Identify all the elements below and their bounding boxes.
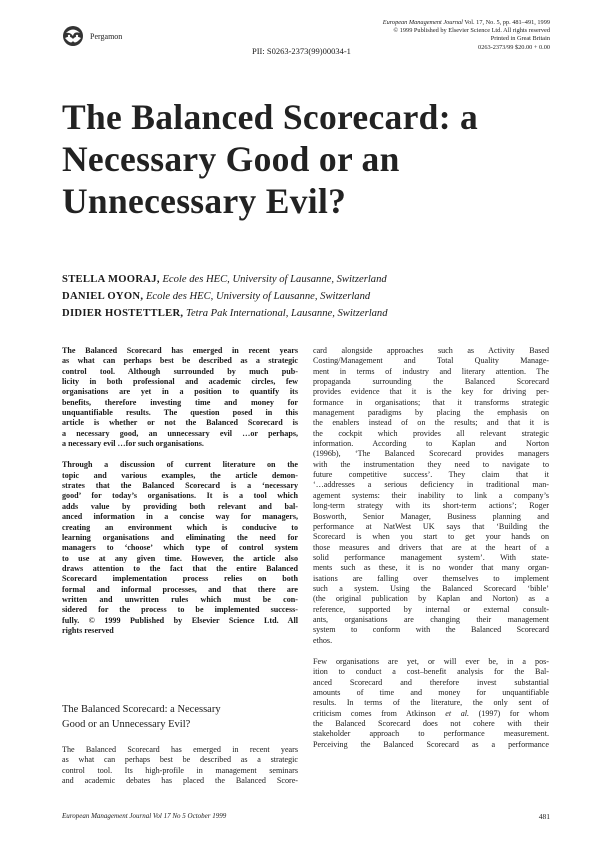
text-line: formance in organisations; that it transforms strategic — [313, 397, 549, 407]
text-line: stakeholder approach to performance measurement. — [313, 729, 549, 739]
pergamon-logo — [60, 24, 86, 48]
text-line: anced Scorecard and therefore invest substantial — [313, 677, 549, 687]
text-line: Scorecard is when you start to get your hands on — [313, 532, 549, 542]
journal-citation — [383, 19, 550, 27]
body-paragraph — [313, 657, 549, 750]
journal-volume: Vol. 17, No. 5, pp. 481–491, 1999 — [462, 19, 550, 26]
author-entry — [62, 305, 388, 322]
text-line: future competitive success’. They claim that it — [313, 470, 549, 480]
text-run: criticism comes from Atkinson — [313, 708, 446, 718]
pii-identifier: PII: S0263-2373(99)00034-1 — [252, 46, 351, 56]
text-line: such a system. Using the Balanced Scorecard ‘bible’ — [313, 583, 549, 593]
page-number: 481 — [538, 812, 550, 821]
pergamon-logo-icon — [60, 24, 86, 48]
footer-citation: European Management Journal Vol 17 No 5 October 1999 — [62, 812, 227, 820]
body-paragraph — [313, 346, 549, 646]
text-line: formal and informal processes, and that there are — [62, 584, 298, 594]
text-line: card alongside approaches such as Activity Based — [313, 346, 549, 355]
text-line: The Balanced Scorecard has emerged in recent years — [62, 346, 298, 355]
text-line: creating an environment which is conducive to — [62, 522, 298, 532]
text-line: (the original publication by Kaplan and Norton) as a — [313, 594, 549, 604]
text-line: with the instrumentation they need to navigate to — [313, 459, 549, 469]
text-line: ‘…addresses a serious deficiency in traditional man- — [313, 480, 549, 490]
text-line: propaganda surrounding the Balanced Scorecard — [313, 377, 549, 387]
text-line: adds value by providing both relevant and bal- — [62, 501, 298, 511]
text-line: to use at any given time. However, the article also — [62, 553, 298, 563]
text-line: anced information in a concise way for managers, — [62, 512, 298, 522]
printed-line: Printed in Great Britain — [490, 35, 550, 43]
text-line: provides evidence that it is the key for driving per- — [313, 387, 549, 397]
text-line: as what can perhaps best be described as a strategic — [62, 356, 298, 366]
text-line: Scorecard implementation process relies on both — [62, 574, 298, 584]
author-entry — [62, 288, 388, 305]
text-line: unquantifiable results. The question posed in this — [62, 408, 298, 418]
text-line: reference, supported by internal or external consult- — [313, 604, 549, 614]
text-line: isations are falling over themselves to implement — [313, 573, 549, 583]
text-line: system to conform with the Balanced Scorecard — [313, 625, 549, 635]
text-line: Few organisations are yet, or will ever be, in a pos- — [313, 656, 549, 666]
text-line: agement systems: their inability to link a company’s — [313, 490, 549, 500]
text-line: managers to ‘choose’ which type of control system — [62, 543, 298, 553]
journal-info — [383, 19, 550, 52]
text-line: the enablers instead of on the results; and that it is — [313, 418, 549, 428]
author-name: STELLA MOORAJ, — [62, 274, 160, 285]
section-body — [62, 745, 298, 786]
section-heading — [62, 702, 298, 732]
title-line: Unnecessary Evil? — [62, 181, 347, 221]
text-line: Bosworth, Senior Manager, Business planning and — [313, 511, 549, 521]
price-line: 0263-2373/99 $20.00 + 0.00 — [478, 43, 550, 51]
author-entry — [62, 271, 388, 288]
text-line: Through a discussion of current literature on the — [62, 460, 298, 470]
publisher-name: Pergamon — [90, 32, 123, 41]
text-line: the Balanced Scorecard does not cohere with their — [313, 719, 549, 729]
heading-line: Good or an Unnecessary Evil? — [62, 719, 191, 730]
text-line: control tool. Its high-profile in management seminars — [62, 765, 298, 775]
text-line: written and unwritten rules which must be con- — [62, 594, 298, 604]
text-line: draws attention to the fact that the entire Balanced — [62, 563, 298, 573]
abstract — [62, 346, 298, 647]
abstract-paragraph — [62, 346, 298, 449]
text-line: and academic debates has placed the Balanced Score- — [62, 776, 298, 786]
text-line: strates that the Balanced Scorecard is a ‘necessary — [62, 481, 298, 491]
text-line: sidered for the process to be implemented success- — [62, 605, 298, 615]
text-line — [313, 709, 549, 719]
text-line: amounts of time and money for unquantifiable — [313, 688, 549, 697]
text-line: licity in both professional and academic circles, few — [62, 377, 298, 387]
text-line: management paradigms by placing the emphasis on — [313, 408, 549, 418]
text-line: ition to conduct a cost–benefit analysis for the Bal- — [313, 667, 549, 677]
text-line: those measures and drivers that are at the heart of a — [313, 542, 549, 552]
text-line: organisations are yet in a position to quantify its — [62, 387, 298, 397]
heading-line: The Balanced Scorecard: a Necessary — [62, 704, 221, 715]
text-line: performance at NatWest UK says that ‘Building the — [313, 521, 549, 531]
text-line: ants, organisations are changing their management — [313, 614, 549, 624]
text-line: ment in terms of industry and literary attention. The — [313, 366, 549, 376]
text-line: long-term strategy with its short-term actions’; Roger — [313, 501, 549, 511]
text-run: (1997) for whom — [469, 708, 550, 718]
text-line: solid performance management system’. With state- — [313, 552, 549, 562]
text-line: ethos. — [313, 635, 333, 645]
copyright-line: © 1999 Published by Elsevier Science Ltd. All rights reserved — [393, 27, 550, 35]
author-name: DIDIER HOSTETTLER, — [62, 308, 184, 319]
author-affiliation: Tetra Pak International, Lausanne, Switzerland — [183, 308, 388, 319]
text-line: fully. © 1999 Published by Elsevier Science Ltd. All — [62, 615, 298, 625]
text-line: learning organisations and eliminating the need for — [62, 532, 298, 542]
text-line: information. According to Kaplan and Norton — [313, 439, 549, 449]
text-line: results. In terms of the literature, the only sent of — [313, 698, 549, 708]
abstract-paragraph — [62, 460, 298, 636]
author-affiliation: Ecole des HEC, University of Lausanne, Switzerland — [159, 274, 387, 285]
text-line: a necessary good, an unnecessary evil …or perhaps, — [62, 428, 298, 438]
text-line: The Balanced Scorecard has emerged in recent years — [62, 745, 298, 754]
text-line: topic and various examples, the article demon- — [62, 470, 298, 480]
article-title — [62, 96, 562, 222]
text-line: as what can perhaps best be described as a strategic — [62, 755, 298, 765]
text-line: the cockpit which provides all relevant strategic — [313, 428, 549, 438]
text-line: (1996b), ‘The Balanced Scorecard provides managers — [313, 449, 549, 459]
author-name: DANIEL OYON, — [62, 291, 144, 302]
author-list — [62, 271, 388, 322]
text-line: a necessary evil …for such organisations. — [62, 439, 204, 449]
text-line: Perceiving the Balanced Scorecard as a performance — [313, 739, 549, 749]
title-line: Necessary Good or an — [62, 139, 400, 179]
text-line: benefits, therefore investing time and money for — [62, 397, 298, 407]
text-line: control tool. Although surrounded by much pub- — [62, 366, 298, 376]
text-line: article is whether or not the Balanced Scorecard is — [62, 418, 298, 428]
author-affiliation: Ecole des HEC, University of Lausanne, Switzerland — [143, 291, 371, 302]
title-line: The Balanced Scorecard: a — [62, 97, 479, 137]
journal-name: European Management Journal — [382, 19, 463, 26]
text-run-italic: et al. — [445, 708, 470, 718]
text-line: ments such as these, it is no wonder that many organ- — [313, 563, 549, 573]
text-line: good’ for today’s organisations. It is a tool which — [62, 491, 298, 501]
text-line: Costing/Management and Total Quality Manage- — [313, 356, 549, 366]
text-line: rights reserved — [62, 625, 114, 635]
body-right-column — [313, 346, 549, 761]
